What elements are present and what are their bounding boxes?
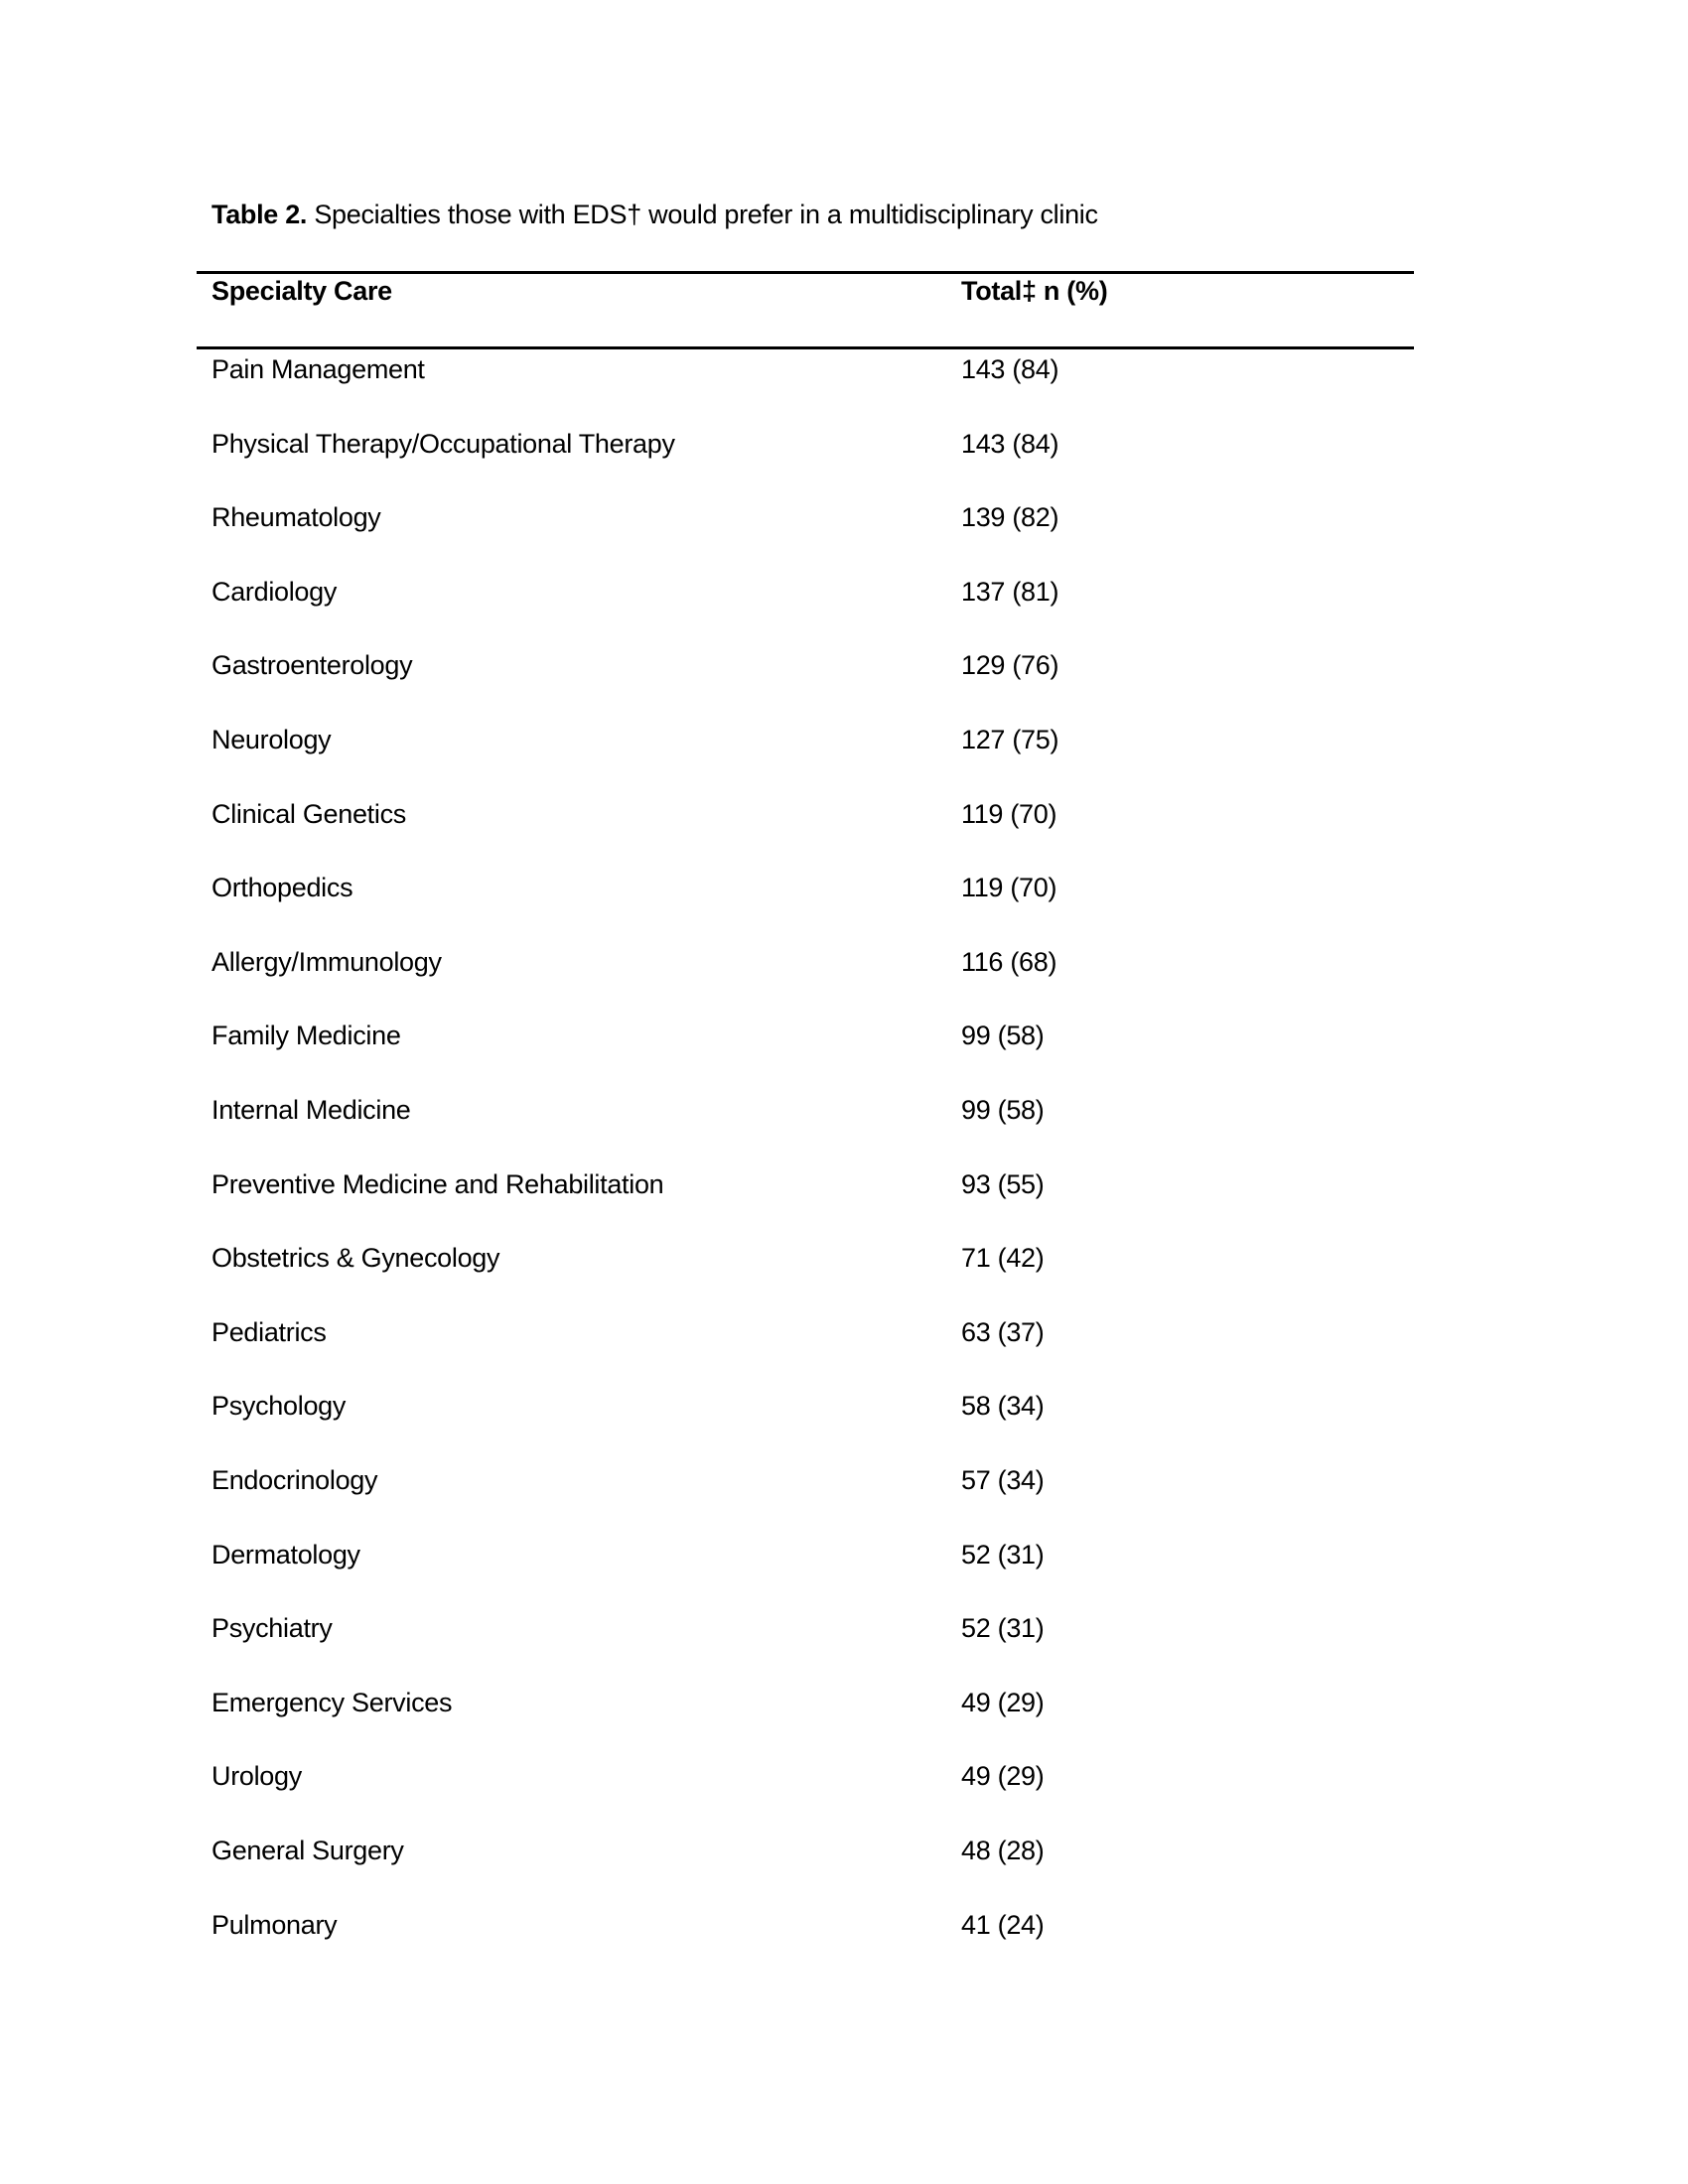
specialty-cell: Family Medicine [211,1021,401,1051]
table-row [0,1312,1688,1352]
specialty-cell: Obstetrics & Gynecology [211,1243,500,1274]
table-row [0,1756,1688,1796]
table-row [0,1164,1688,1204]
table-caption [211,200,1098,230]
table-row [0,868,1688,907]
specialty-cell: Pain Management [211,354,425,384]
specialty-cell: Cardiology [211,576,338,607]
specialty-cell: Pulmonary [211,1909,338,1940]
total-cell: 52 (31) [961,1539,1045,1570]
specialty-cell: Dermatology [211,1539,360,1570]
table-row [0,720,1688,759]
specialty-cell: Physical Therapy/Occupational Therapy [211,428,675,459]
total-cell: 127 (75) [961,725,1059,754]
specialty-cell: General Surgery [211,1836,404,1865]
total-cell: 119 (70) [961,873,1057,903]
specialty-cell: Pediatrics [211,1316,327,1347]
total-cell: 71 (42) [961,1243,1045,1274]
table-row [0,1238,1688,1278]
total-cell: 57 (34) [961,1465,1045,1495]
specialty-cell: Psychology [211,1391,347,1422]
total-cell: 143 (84) [961,354,1059,384]
table-row [0,1460,1688,1500]
table-row [0,1608,1688,1648]
total-cell: 119 (70) [961,798,1057,829]
total-cell: 49 (29) [961,1687,1045,1717]
specialty-cell: Orthopedics [211,873,353,903]
specialty-cell: Endocrinology [211,1465,378,1495]
table-caption-text: Specialties those with EDS† would prefer in a multidisciplinary clinic [307,200,1098,229]
total-cell: 48 (28) [961,1836,1045,1865]
total-cell: 63 (37) [961,1316,1045,1347]
specialty-cell: Internal Medicine [211,1095,411,1125]
table-row [0,1386,1688,1426]
column-header-total: Total‡ n (%) [961,276,1108,306]
total-cell: 139 (82) [961,502,1059,533]
table-top-rule [197,271,1414,274]
total-cell: 99 (58) [961,1021,1045,1051]
table-row [0,424,1688,464]
total-cell: 58 (34) [961,1391,1045,1422]
table-row [0,349,1688,389]
table-row [0,497,1688,537]
specialty-cell: Gastroenterology [211,650,413,681]
total-cell: 116 (68) [961,946,1057,977]
specialty-cell: Neurology [211,725,332,754]
total-cell: 41 (24) [961,1909,1045,1940]
table-row [0,1683,1688,1722]
table-row [0,1090,1688,1130]
table-row [0,1905,1688,1945]
specialty-cell: Emergency Services [211,1687,453,1717]
total-cell: 137 (81) [961,576,1059,607]
total-cell: 99 (58) [961,1095,1045,1125]
column-header-specialty: Specialty Care [211,276,392,306]
specialty-cell: Clinical Genetics [211,798,406,829]
table-row [0,1831,1688,1870]
specialty-cell: Allergy/Immunology [211,946,442,977]
total-cell: 93 (55) [961,1168,1045,1199]
specialty-cell: Rheumatology [211,502,381,533]
table-row [0,942,1688,982]
table-caption-label: Table 2. [211,200,308,229]
specialty-cell: Psychiatry [211,1613,333,1644]
table-row [0,572,1688,612]
table-row [0,1016,1688,1055]
total-cell: 129 (76) [961,650,1059,681]
specialty-cell: Preventive Medicine and Rehabilitation [211,1168,664,1199]
table-row [0,1535,1688,1574]
table-row [0,794,1688,834]
total-cell: 49 (29) [961,1761,1045,1792]
specialty-cell: Urology [211,1761,302,1792]
total-cell: 143 (84) [961,428,1059,459]
total-cell: 52 (31) [961,1613,1045,1644]
table-row [0,645,1688,685]
